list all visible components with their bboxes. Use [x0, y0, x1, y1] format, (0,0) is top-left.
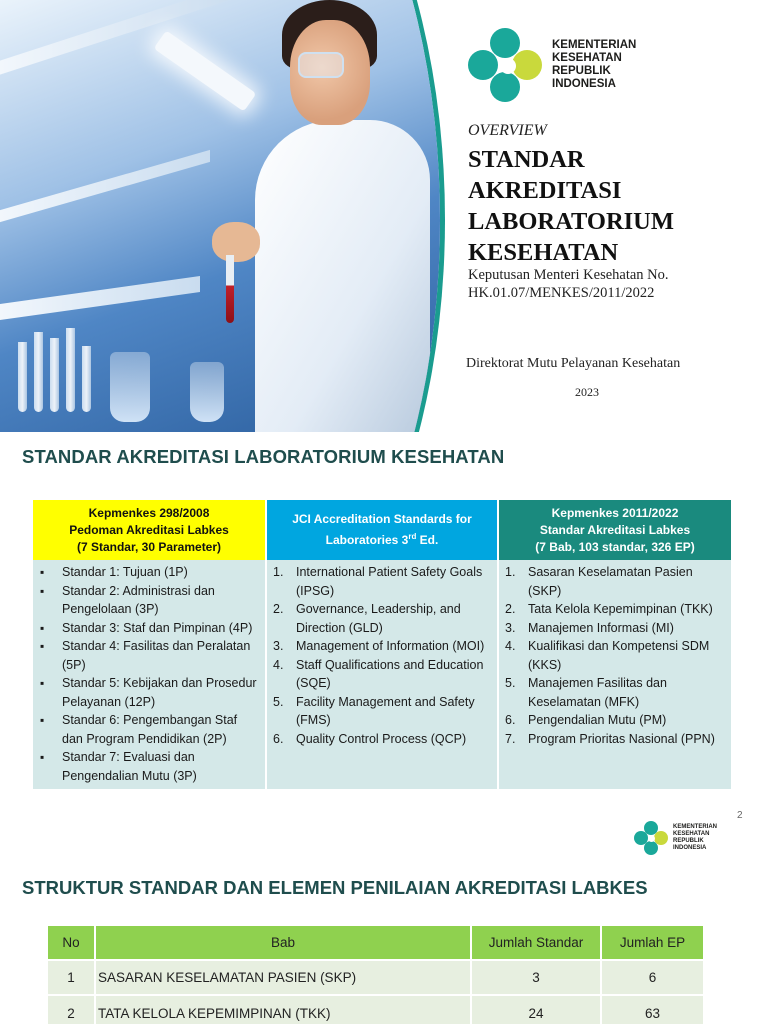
list-item: Tata Kelola Kepemimpinan (TKK): [528, 602, 713, 616]
list-item: ▪ Standar 2: Administrasi dan Pengelolaan (3P): [37, 582, 261, 619]
logo-line: KEMENTERIAN: [673, 824, 718, 830]
kemenkes-logo-small: [633, 820, 717, 856]
directorate-name: Direktorat Mutu Pelayanan Kesehatan: [466, 356, 681, 371]
list-item: ▪ Standar 4: Fasilitas dan Peralatan (5P): [37, 637, 261, 674]
presentation-title: [468, 144, 674, 268]
column-header-jci: JCI Accreditation Standards for Laboratories 3rd Ed.: [266, 500, 498, 560]
table-row: [48, 960, 703, 995]
kemenkes-emblem-icon: [466, 26, 544, 104]
slide-cover: [0, 0, 768, 432]
kemenkes-logo: [466, 26, 636, 104]
logo-line: INDONESIA: [673, 845, 707, 851]
cell-no: 1: [48, 960, 95, 995]
list-item: ▪ Standar 6: Pengembangan Staf dan Program Pendidikan (2P): [37, 711, 261, 748]
list-item: Staff Qualifications and Education (SQE): [296, 657, 484, 690]
column-jci-cell: [266, 560, 498, 789]
logo-line: INDONESIA: [552, 78, 616, 90]
list-item: Manajemen Fasilitas dan Keselamatan (MFK): [528, 676, 667, 709]
title-line: STANDAR: [468, 146, 585, 173]
list-item: Manajemen Informasi (MI): [528, 620, 674, 635]
list-item: Pengendalian Mutu (PM): [528, 713, 667, 727]
list-item: ▪ Standar 7: Evaluasi dan Pengendalian Mutu (3P): [37, 748, 261, 785]
cell-standar: 3: [471, 960, 601, 995]
slide-heading: STRUKTUR STANDAR DAN ELEMEN PENILAIAN AKREDITASI LABKES: [22, 877, 648, 898]
logo-line: KEMENTERIAN: [552, 39, 637, 51]
title-line: AKREDITASI: [468, 177, 622, 204]
laboratory-photo: [0, 0, 445, 432]
overview-label: OVERVIEW: [468, 122, 547, 139]
slide-standards-comparison: [0, 432, 768, 864]
cell-ep: 6: [601, 960, 703, 995]
kemenkes-emblem-icon: [633, 820, 669, 856]
title-line: LABORATORIUM: [468, 208, 675, 235]
list-item: Kualifikasi dan Kompetensi SDM (KKS): [528, 639, 710, 672]
standards-comparison-table: [33, 500, 731, 789]
logo-line: REPUBLIK: [552, 65, 611, 77]
decree-reference: [468, 266, 669, 302]
column-header: No: [48, 926, 95, 960]
column-2022-cell: [498, 560, 731, 789]
cell-bab: TATA KELOLA KEPEMIMPINAN (TKK): [95, 995, 471, 1024]
standards-2008-list: [37, 563, 261, 785]
column-header: Jumlah EP: [601, 926, 703, 960]
list-item: ▪ Standar 1: Tujuan (1P): [37, 563, 261, 582]
list-item: ▪ Standar 5: Kebijakan dan Prosedur Pelayanan (12P): [37, 674, 261, 711]
table-row: [48, 995, 703, 1024]
list-item: Program Prioritas Nasional (PPN): [528, 731, 715, 746]
list-item: International Patient Safety Goals (IPSG): [296, 565, 483, 598]
year: 2023: [575, 385, 599, 399]
structure-table: [48, 926, 703, 1024]
column-header-kepmenkes-2022: Kepmenkes 2011/2022 Standar Akreditasi Labkes (7 Bab, 103 standar, 326 EP): [498, 500, 731, 560]
slide-structure-table: [0, 864, 768, 1024]
cell-ep: 63: [601, 995, 703, 1024]
cell-bab: SASARAN KESELAMATAN PASIEN (SKP): [95, 960, 471, 995]
list-item: Sasaran Keselamatan Pasien (SKP): [528, 565, 693, 598]
list-item: Governance, Leadership, and Direction (GLD): [296, 602, 461, 635]
cell-standar: 24: [471, 995, 601, 1024]
standards-2022-list: [503, 563, 727, 748]
decree-line: Keputusan Menteri Kesehatan No.: [468, 267, 669, 283]
column-header: Jumlah Standar: [471, 926, 601, 960]
jci-standards-list: [271, 563, 493, 748]
column-header: Bab: [95, 926, 471, 960]
column-header-kepmenkes-2008: Kepmenkes 298/2008 Pedoman Akreditasi Labkes (7 Standar, 30 Parameter): [33, 500, 266, 560]
logo-line: KESEHATAN: [552, 52, 622, 64]
list-item: Facility Management and Safety (FMS): [296, 694, 475, 727]
logo-line: KESEHATAN: [673, 831, 710, 837]
title-line: KESEHATAN: [468, 239, 619, 266]
slide-heading: STANDAR AKREDITASI LABORATORIUM KESEHATAN: [22, 446, 505, 467]
list-item: Management of Information (MOI): [296, 639, 485, 653]
cell-no: 2: [48, 995, 95, 1024]
decree-line: HK.01.07/MENKES/2011/2022: [468, 285, 655, 301]
column-2008-cell: [33, 560, 266, 789]
list-item: ▪ Standar 3: Staf dan Pimpinan (4P): [37, 619, 261, 638]
page-number: 2: [737, 810, 743, 821]
list-item: Quality Control Process (QCP): [296, 731, 467, 746]
logo-line: REPUBLIK: [673, 838, 704, 844]
